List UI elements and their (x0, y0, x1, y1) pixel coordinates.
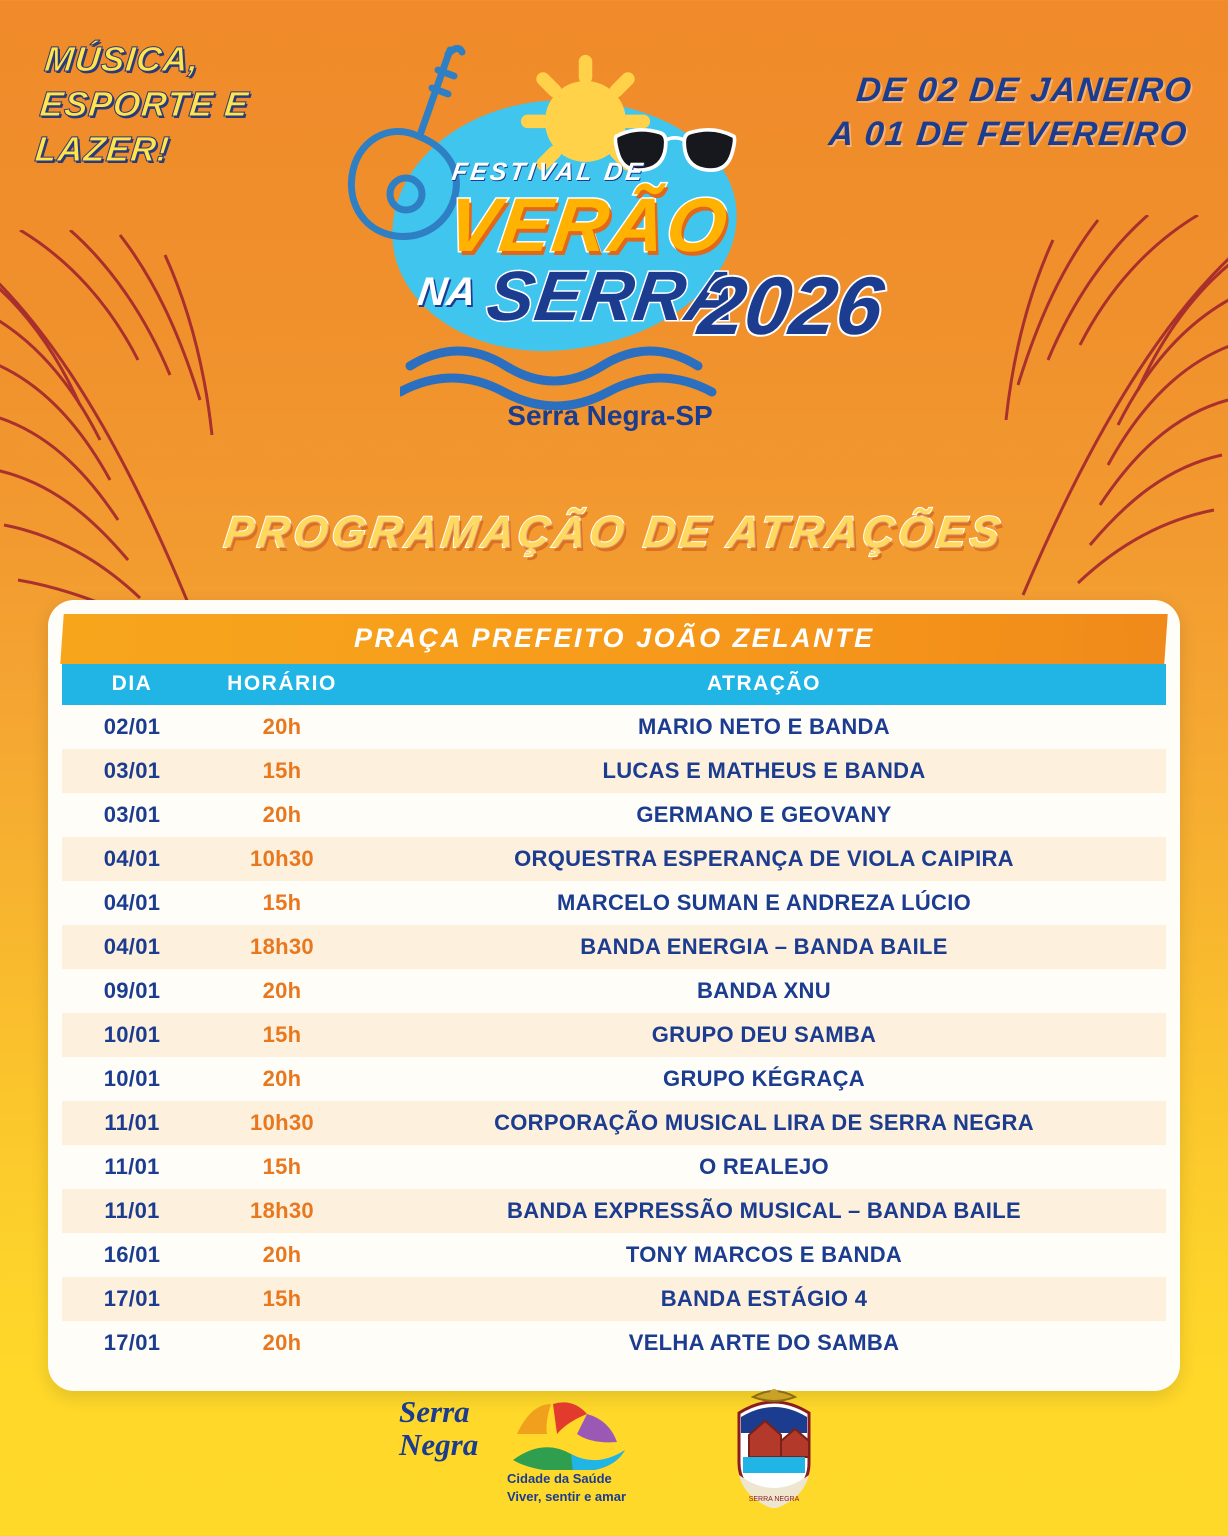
logo-verao-word: VERÃO (442, 183, 735, 268)
cell-horario: 18h30 (202, 1189, 362, 1233)
cell-atracao: VELHA ARTE DO SAMBA (628, 1330, 900, 1355)
table-row (62, 1233, 1166, 1277)
city-logo-name-line-2: Negra (399, 1426, 479, 1462)
cell-dia: 11/01 (104, 1154, 160, 1179)
palm-leaf-left-decoration (0, 230, 290, 650)
table-row (62, 969, 1166, 1013)
footer-logos (0, 1383, 1228, 1508)
cell-dia: 03/01 (62, 749, 202, 793)
cell-atracao: O REALEJO (699, 1154, 829, 1179)
cell-horario: 20h (262, 1066, 302, 1091)
logo-na-word: NA (414, 270, 479, 314)
table-row (62, 1057, 1166, 1101)
svg-text:SERRA NEGRA: SERRA NEGRA (748, 1496, 800, 1503)
cell-horario: 20h (262, 1242, 302, 1267)
cell-horario: 15h (202, 1277, 362, 1321)
venue-header (60, 614, 1167, 664)
cell-horario: 20h (262, 802, 302, 827)
cell-horario: 20h (262, 978, 302, 1003)
table-header-row (62, 664, 1166, 705)
cell-dia: 04/01 (62, 837, 202, 881)
cell-horario: 20h (262, 1330, 302, 1355)
logo-year: 2026 (693, 261, 889, 352)
cell-atracao: LUCAS E MATHEUS E BANDA (362, 749, 1166, 793)
table-row (62, 793, 1166, 837)
cell-atracao: GERMANO E GEOVANY (636, 802, 892, 827)
cell-atracao: GRUPO DEU SAMBA (362, 1013, 1166, 1057)
cell-dia: 10/01 (62, 1013, 202, 1057)
cell-dia: 02/01 (103, 714, 161, 739)
cell-horario: 15h (262, 1154, 302, 1179)
city-crest-icon (719, 1383, 829, 1508)
cell-atracao: CORPORAÇÃO MUSICAL LIRA DE SERRA NEGRA (362, 1101, 1166, 1145)
table-row (62, 1145, 1166, 1189)
table-row (62, 705, 1166, 749)
cell-horario: 18h30 (202, 925, 362, 969)
cell-horario: 10h30 (202, 1101, 362, 1145)
schedule-card (48, 600, 1180, 1391)
cell-dia: 11/01 (62, 1189, 202, 1233)
cell-atracao: TONY MARCOS E BANDA (625, 1242, 903, 1267)
cell-dia: 11/01 (62, 1101, 202, 1145)
cell-atracao: ORQUESTRA ESPERANÇA DE VIOLA CAIPIRA (362, 837, 1166, 881)
table-row (62, 749, 1166, 793)
table-row (62, 1189, 1166, 1233)
cell-horario: 15h (262, 890, 302, 915)
city-logo-name-line-1: Serra (399, 1394, 470, 1429)
table-row (62, 925, 1166, 969)
logo-festival-word: FESTIVAL DE (450, 158, 648, 186)
cell-atracao: GRUPO KÉGRAÇA (663, 1066, 865, 1091)
festival-logo (300, 30, 920, 440)
date-range-line-1: DE 02 DE JANEIRO (854, 71, 1195, 109)
column-header-atracao: ATRAÇÃO (362, 664, 1166, 705)
city-logo-sub-line-2: Viver, sentir e amar (507, 1488, 627, 1504)
serra-negra-city-logo (399, 1388, 629, 1508)
cell-horario: 15h (202, 1013, 362, 1057)
table-row (62, 881, 1166, 925)
tagline-text: MÚSICA, ESPORTE E LAZER! (33, 40, 251, 169)
date-range-line-2: A 01 DE FEVEREIRO (827, 115, 1190, 154)
city-logo-name (399, 1396, 478, 1461)
cell-dia: 03/01 (103, 802, 161, 827)
cell-dia: 09/01 (103, 978, 161, 1003)
cell-dia: 17/01 (62, 1277, 202, 1321)
logo-city-label: Serra Negra-SP (507, 400, 713, 431)
venue-name: PRAÇA PREFEITO JOÃO ZELANTE (353, 623, 875, 653)
page-title: PROGRAMAÇÃO DE ATRAÇÕES (221, 508, 1007, 557)
cell-atracao: MARCELO SUMAN E ANDREZA LÚCIO (556, 890, 972, 915)
table-row (62, 1321, 1166, 1365)
cell-horario: 20h (262, 714, 302, 739)
cell-horario: 15h (202, 749, 362, 793)
city-logo-sub-line-1: Cidade da Saúde (507, 1471, 612, 1486)
cell-atracao: MARIO NETO E BANDA (638, 714, 890, 739)
cell-dia: 04/01 (62, 925, 202, 969)
column-header-dia: DIA (62, 664, 202, 705)
table-row (62, 1277, 1166, 1321)
schedule-table (62, 664, 1166, 1365)
table-row (62, 1013, 1166, 1057)
cell-dia: 04/01 (103, 890, 161, 915)
cell-dia: 16/01 (103, 1242, 161, 1267)
cell-dia: 10/01 (103, 1066, 161, 1091)
cell-atracao: BANDA ENERGIA – BANDA BAILE (362, 925, 1166, 969)
cell-dia: 17/01 (103, 1330, 161, 1355)
table-row (62, 1101, 1166, 1145)
cell-atracao: BANDA ESTÁGIO 4 (362, 1277, 1166, 1321)
city-logo-subtitle (507, 1470, 626, 1505)
column-header-horario: HORÁRIO (202, 664, 362, 705)
logo-serra-word: SERRA (482, 257, 744, 335)
cell-atracao: BANDA EXPRESSÃO MUSICAL – BANDA BAILE (362, 1189, 1166, 1233)
schedule-table-body (62, 705, 1166, 1365)
cell-atracao: BANDA XNU (697, 978, 831, 1003)
table-row (62, 837, 1166, 881)
city-logo-shapes-icon (509, 1394, 629, 1470)
cell-horario: 10h30 (202, 837, 362, 881)
waves-icon (400, 330, 730, 410)
